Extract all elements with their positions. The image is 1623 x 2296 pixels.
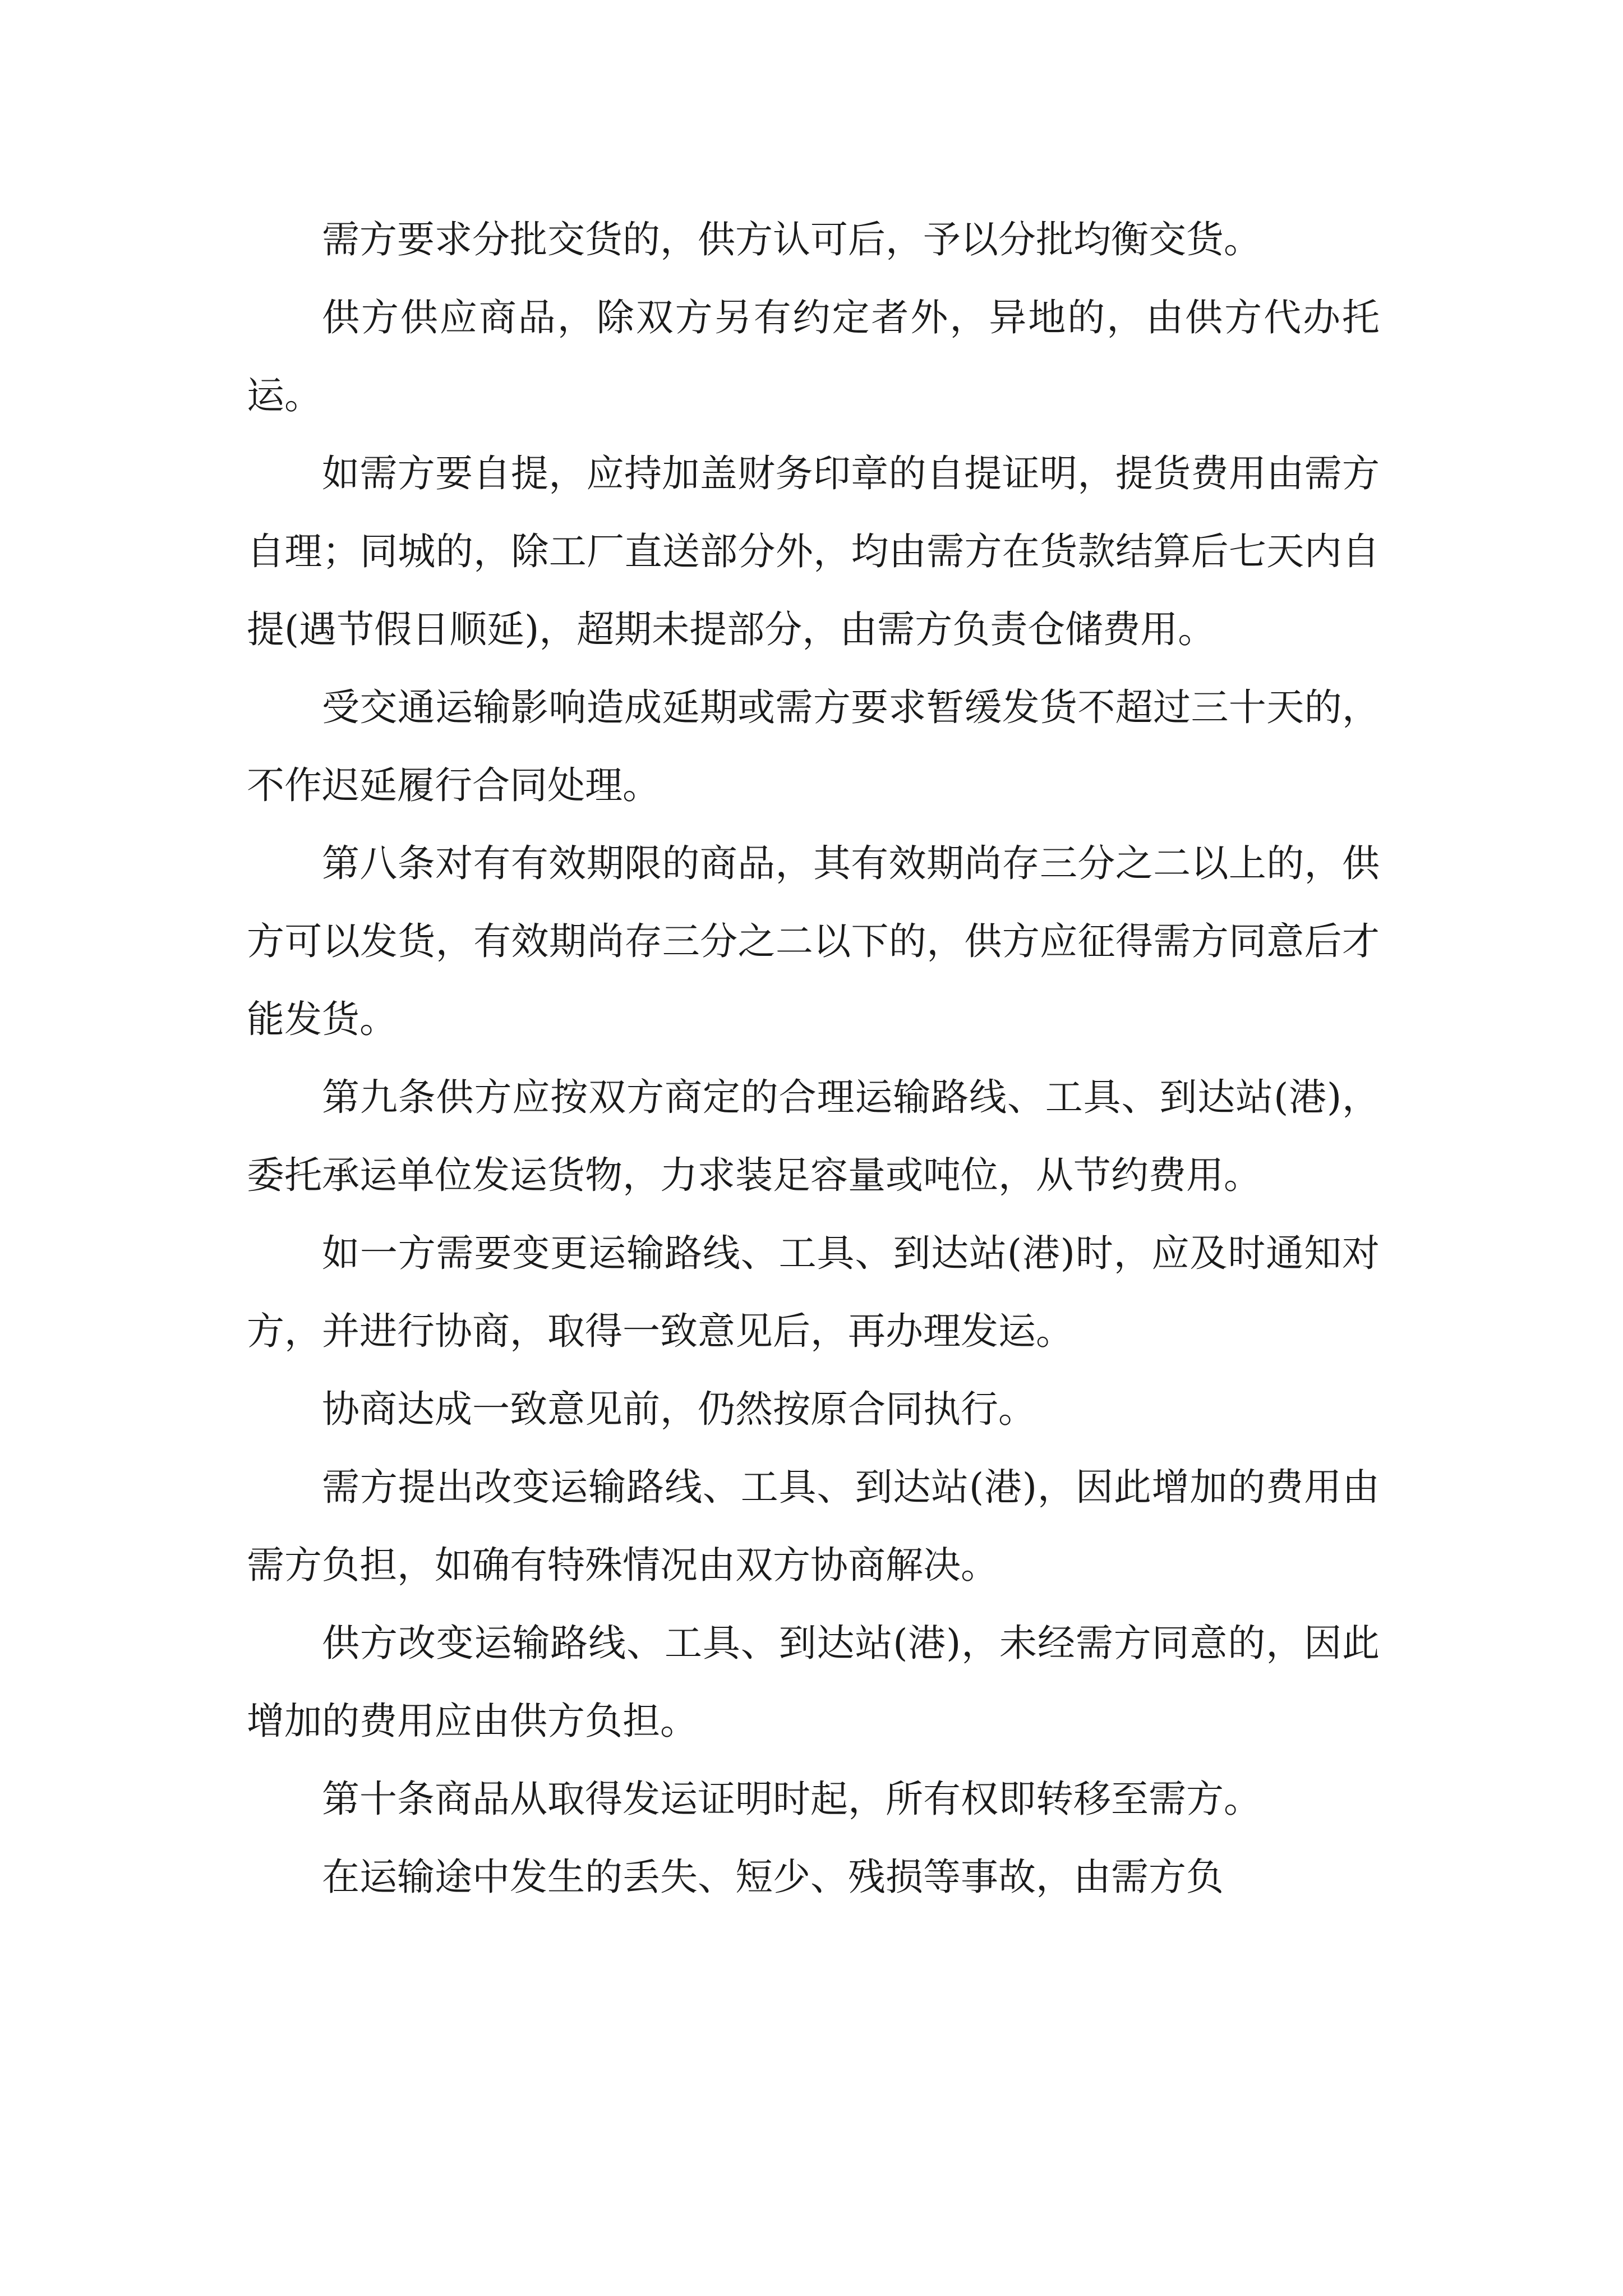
paragraph: 需方要求分批交货的，供方认可后，予以分批均衡交货。 — [322, 218, 1261, 261]
paragraph: 需方提出改变运输路线、工具、到达站(港)，因此增加的费用由需方负担，如确有特殊情况由双方协商解决。 — [247, 1465, 1380, 1587]
paragraph: 协商达成一致意见前，仍然按原合同执行。 — [322, 1387, 1036, 1431]
paragraph: 供方供应商品，除双方另有约定者外，异地的，由供方代办托运。 — [247, 296, 1380, 417]
paragraph: 第八条对有有效期限的商品，其有效期尚存三分之二以上的，供方可以发货，有效期尚存三分之二以下的，供方应征得需方同意后才能发货。 — [247, 841, 1380, 1041]
document-body — [247, 201, 1380, 1916]
paragraph: 如一方需要变更运输路线、工具、到达站(港)时，应及时通知对方，并进行协商，取得一致意见后，再办理发运。 — [247, 1231, 1380, 1353]
paragraph: 如需方要自提，应持加盖财务印章的自提证明，提货费用由需方自理；同城的，除工厂直送部分外，均由需方在货款结算后七天内自提(遇节假日顺延)，超期未提部分，由需方负责仓储费用。 — [247, 452, 1380, 651]
paragraph: 第十条商品从取得发运证明时起，所有权即转移至需方。 — [322, 1777, 1261, 1821]
paragraph: 在运输途中发生的丢失、短少、残损等事故，由需方负 — [322, 1855, 1224, 1899]
paragraph: 供方改变运输路线、工具、到达站(港)，未经需方同意的，因此增加的费用应由供方负担。 — [247, 1621, 1380, 1743]
paragraph: 受交通运输影响造成延期或需方要求暂缓发货不超过三十天的，不作迟延履行合同处理。 — [247, 685, 1380, 807]
paragraph: 第九条供方应按双方商定的合理运输路线、工具、到达站(港)，委托承运单位发运货物，力求装足容量或吨位，从节约费用。 — [247, 1075, 1380, 1197]
